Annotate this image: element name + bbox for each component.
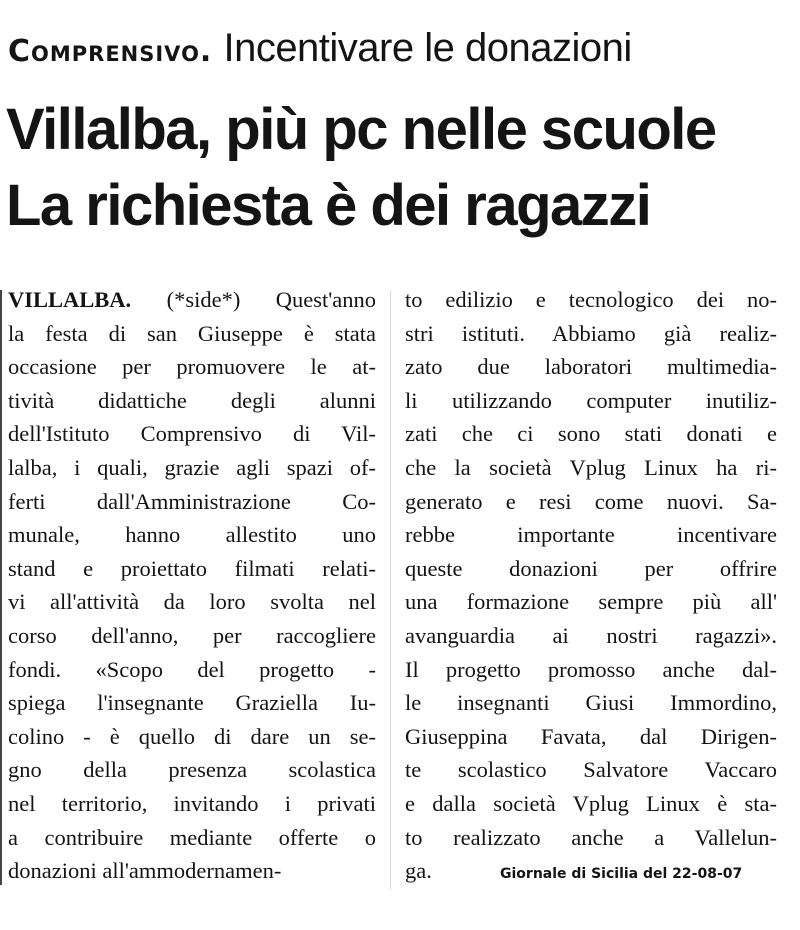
article-line	[8, 720, 376, 754]
scan-edge-line	[0, 290, 2, 885]
article-line-text: vi all'attività da loro svolta nel	[8, 589, 376, 615]
article-line	[8, 753, 376, 787]
article-line-text: la festa di san Giuseppe è stata	[8, 320, 376, 346]
article-line-text: occasione per promuovere le at-	[8, 354, 376, 380]
article-line	[405, 384, 777, 418]
article-line-text: a contribuire mediante offerte o	[8, 824, 376, 850]
article-line-text: lalba, i quali, grazie agli spazi of-	[8, 454, 376, 480]
article-line	[405, 417, 777, 451]
article-line-text: zati che ci sono stati donati e	[405, 421, 777, 447]
article-line	[8, 686, 376, 720]
article-line	[8, 653, 376, 687]
column-divider	[390, 290, 391, 890]
article-line-text: Il progetto promosso anche dal-	[405, 656, 777, 682]
article-line	[8, 451, 376, 485]
article-line-text: gno della presenza scolastica	[8, 757, 376, 783]
article-line-text: dell'Istituto Comprensivo di Vil-	[8, 421, 376, 447]
article-line-text: rebbe importante incentivare	[405, 522, 777, 548]
article-line	[405, 653, 777, 687]
article-line-text: ga.	[405, 858, 432, 884]
article-line	[405, 283, 777, 317]
headline-line-1: Villalba, più pc nelle scuole	[6, 97, 716, 162]
article-line	[405, 787, 777, 821]
article-line	[8, 787, 376, 821]
article-line	[8, 384, 376, 418]
article-line-text: stand e proiettato filmati relati-	[8, 555, 376, 581]
article-line	[405, 552, 777, 586]
article-line	[8, 821, 376, 855]
article-line	[405, 585, 777, 619]
article-line-text: to realizzato anche a Vallelun-	[405, 824, 777, 850]
article-line	[405, 686, 777, 720]
article-column-right	[405, 283, 777, 888]
article-line-text: una formazione sempre più all'	[405, 589, 777, 615]
article-line-text: fondi. «Scopo del progetto -	[8, 656, 376, 682]
source-credit: Giornale di Sicilia del 22-08-07	[500, 866, 743, 882]
headline-line-2: La richiesta è dei ragazzi	[6, 173, 651, 238]
article-line-text: avanguardia ai nostri ragazzi».	[405, 622, 777, 648]
article-line-text: munale, hanno allestito uno	[8, 522, 376, 548]
article-line-text: spiega l'insegnante Graziella Iu-	[8, 690, 376, 716]
article-line	[405, 350, 777, 384]
article-line-text: to edilizio e tecnologico dei no-	[405, 287, 777, 312]
headline	[6, 92, 716, 244]
article-line	[405, 317, 777, 351]
article-line	[8, 585, 376, 619]
section-label: Comprensivo.	[8, 34, 213, 69]
article-line	[8, 317, 376, 351]
article-line-text: ferti dall'Amministrazione Co-	[8, 488, 376, 514]
article-line-text: li utilizzando computer inutiliz-	[405, 387, 777, 413]
article-line	[405, 451, 777, 485]
article-line	[405, 720, 777, 754]
article-line-text: queste donazioni per offrire	[405, 555, 777, 581]
article-line-text: colino - è quello di dare un se-	[8, 723, 376, 749]
dateline: VILLALBA.	[8, 287, 132, 312]
article-line-text: donazioni all'ammodernamen-	[8, 858, 282, 884]
article-line	[8, 417, 376, 451]
article-line-text: te scolastico Salvatore Vaccaro	[405, 757, 777, 783]
kicker-subtitle: Incentivare le donazioni	[223, 26, 632, 70]
article-line-text: nel territorio, invitando i privati	[8, 790, 376, 816]
article-line	[405, 619, 777, 653]
article-line	[8, 619, 376, 653]
article-line	[8, 350, 376, 384]
article-line	[405, 518, 777, 552]
article-line	[405, 753, 777, 787]
article-line	[8, 485, 376, 519]
article-line-text: e dalla società Vplug Linux è sta-	[405, 790, 777, 816]
article-line-text: corso dell'anno, per raccogliere	[8, 622, 376, 648]
article-line-text: che la società Vplug Linux ha ri-	[405, 454, 777, 480]
article-line-text: le insegnanti Giusi Immordino,	[405, 690, 777, 716]
article-line	[8, 854, 376, 888]
article-line	[8, 283, 376, 317]
article-line	[405, 821, 777, 855]
article-line	[8, 518, 376, 552]
article-line-text: Giuseppina Favata, dal Dirigen-	[405, 723, 777, 749]
article-line-text: tività didattiche degli alunni	[8, 387, 376, 413]
article-line	[8, 552, 376, 586]
article-line-text: stri istituti. Abbiamo già realiz-	[405, 320, 777, 346]
article-line-text: generato e resi come nuovi. Sa-	[405, 488, 777, 514]
article-line-text: (*side*) Quest'anno	[166, 287, 376, 312]
kicker	[8, 24, 632, 76]
article-line-text: zato due laboratori multimedia-	[405, 354, 777, 380]
article-line	[405, 485, 777, 519]
article-column-left	[8, 283, 376, 888]
